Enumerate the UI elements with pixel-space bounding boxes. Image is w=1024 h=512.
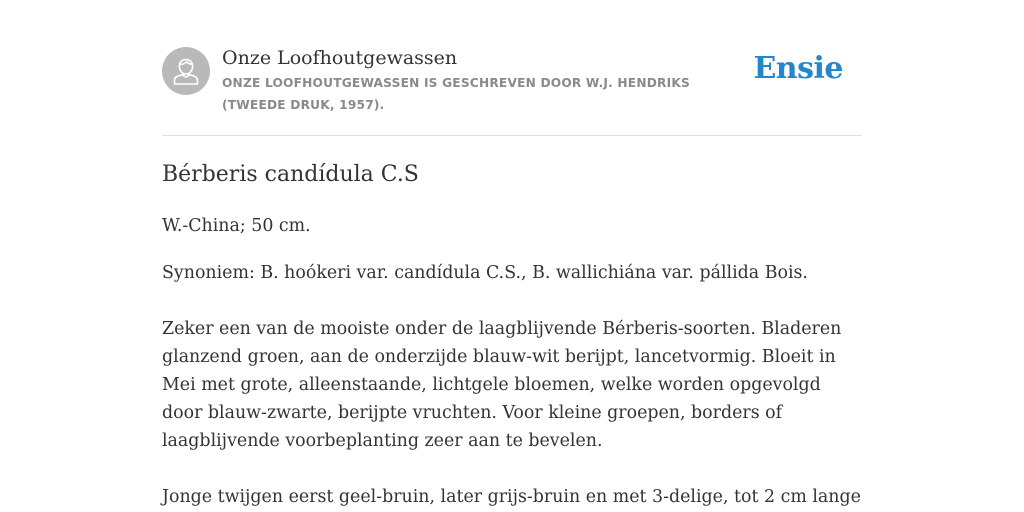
user-placeholder-icon (162, 47, 210, 95)
source-title[interactable]: Onze Loofhoutgewassen (222, 47, 458, 69)
entry-title: Bérberis candídula C.S (162, 162, 419, 187)
entry-description-continued: Jonge twijgen eerst geel-bruin, later grijs-bruin en met 3-delige, tot 2 cm lange (162, 487, 861, 507)
ensie-logo[interactable]: Ensie (753, 51, 843, 86)
entry-synonyms: Synoniem: B. hoókeri var. candídula C.S., B. wallichiána var. pállida Bois. (162, 263, 808, 283)
entry-origin: W.-China; 50 cm. (162, 216, 311, 236)
source-description: ONZE LOOFHOUTGEWASSEN IS GESCHREVEN DOOR W.J. HENDRIKS (TWEEDE DRUK, 1957). (222, 76, 690, 112)
source-header (162, 46, 862, 136)
source-avatar[interactable] (162, 47, 210, 95)
entry-description: Zeker een van de mooiste onder de laagblijvende Bérberis-soorten. Bladeren glanzend groen, aan de onderzijde blauw-wit berijpt, lancetvormig. Bloeit in Mei met grote, alleenstaande, lichtgele bloemen, welke worden opgevolgd door blauw-zwarte, berijpte vruchten. Voor kleine groepen, borders of laagblijvende voorbeplanting zeer aan te bevelen. (162, 319, 842, 451)
